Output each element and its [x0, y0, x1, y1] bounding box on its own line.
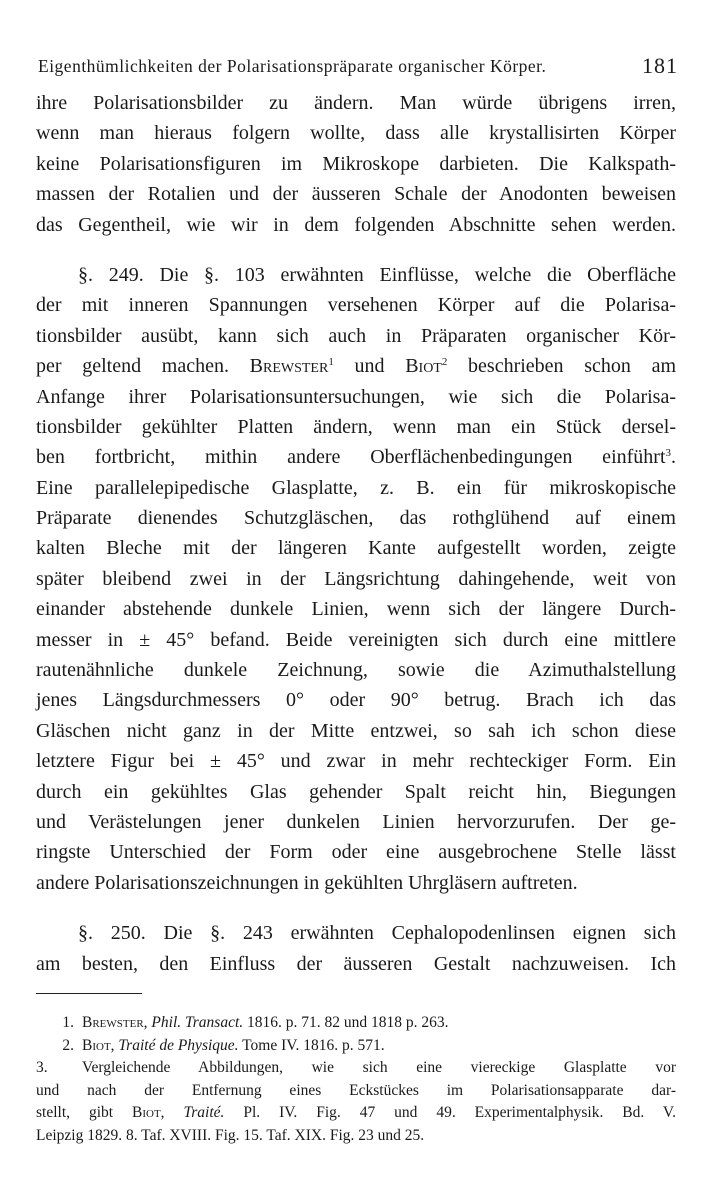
footnote-text: stellt, gibt: [36, 1104, 132, 1122]
text-fragment: .: [671, 446, 676, 469]
text-line: einander abstehende dunkele Linien, wenn sich der längere Durch-: [36, 598, 676, 621]
footnote-ref-2: 2: [441, 356, 448, 369]
page-number: 181: [642, 53, 678, 78]
text-line: §. 250. Die §. 243 erwähnten Cephalopodenlinsen eignen sich: [78, 922, 676, 945]
footnote-3-cont: und nach der Entfernung eines Eckstückes im Polarisationsapparate dar-: [36, 1081, 676, 1099]
footnote-work: Traité.: [183, 1104, 225, 1122]
text-line: [36, 351, 676, 381]
text-line: rautenähnliche dunkele Zeichnung, sowie die Azimuthalstellung: [36, 659, 676, 682]
text-line: tionsbilder gekühlter Platten ändern, wenn man ein Stück dersel-: [36, 415, 676, 438]
text-fragment: und: [333, 355, 406, 378]
footnote-author: Biot,: [82, 1036, 115, 1054]
footnote-3-cont: Leipzig 1829. 8. Taf. XVIII. Fig. 15. Taf. XIX. Fig. 23 und 25.: [36, 1126, 425, 1144]
text-line: das Gegentheil, wie wir in dem folgenden Abschnitte sehen werden.: [36, 213, 676, 236]
text-line: später bleibend zwei in der Längsrichtung dahingehende, weit von: [36, 567, 676, 590]
body-text: [36, 88, 676, 979]
text-fragment: beschrieben schon am: [447, 355, 677, 378]
text-line: am besten, den Einfluss der äusseren Gestalt nachzuweisen. Ich: [36, 952, 676, 975]
text-line: kalten Bleche mit der längeren Kante aufgestellt worden, zeigte: [36, 537, 676, 560]
text-line: tionsbilder ausübt, kann sich auch in Präparaten organischer Kör-: [36, 324, 676, 347]
text-line: und Verästelungen jener dunkelen Linien hervorzurufen. Der ge-: [36, 810, 676, 833]
footnote-author: Biot,: [132, 1104, 165, 1122]
text-line: durch ein gekühltes Glas gehender Spalt reicht hin, Biegungen: [36, 780, 676, 803]
section-249: [36, 260, 676, 898]
text-fragment: ben fortbricht, mithin andere Oberflächenbedingungen einführt: [36, 446, 666, 469]
footnote-rule: [36, 993, 142, 994]
footnote-3: [36, 1057, 676, 1080]
text-line: jenes Längsdurchmessers 0° oder 90° betrug. Brach ich das: [36, 689, 676, 712]
text-line: Präparate dienendes Schutzgläschen, das rothglühend auf einem: [36, 507, 676, 530]
text-line: §. 249. Die §. 103 erwähnten Einflüsse, welche die Oberfläche: [78, 263, 676, 286]
paragraph-gap: [36, 240, 676, 260]
footnote-work: Traité de Physique.: [118, 1036, 239, 1054]
footnote-ref-1: 1: [328, 356, 334, 369]
footnote-number: 3.: [36, 1059, 48, 1077]
text-line: wenn man hieraus folgern wollte, dass alle krystallisirten Körper: [36, 122, 676, 145]
footnote-text: Tome IV. 1816. p. 571.: [238, 1036, 385, 1054]
text-line: Eine parallelepipedische Glasplatte, z. B. ein für mikroskopische: [36, 476, 676, 499]
footnote-text: Pl. IV. Fig. 47 und 49. Experimentalphysik. Bd. V.: [224, 1104, 676, 1122]
text-fragment: per geltend machen.: [36, 355, 250, 378]
text-line: keine Polarisationsfiguren im Mikroskope darbieten. Die Kalkspath-: [36, 152, 676, 175]
text-line: ringste Unterschied der Form oder eine ausgebrochene Stelle lässt: [36, 841, 676, 864]
text-line: letztere Figur bei ± 45° und zwar in mehr rechteckiger Form. Ein: [36, 750, 676, 773]
author-brewster: Brewster: [249, 355, 329, 378]
footnote-number: 2.: [62, 1036, 74, 1054]
running-title: Eigenthümlichkeiten der Polarisationspräparate organischer Körper.: [38, 56, 547, 76]
paragraph-continuation: [36, 88, 676, 240]
footnote-number: 1.: [62, 1014, 74, 1031]
running-header: [38, 48, 678, 84]
author-biot: Biot: [405, 355, 442, 378]
footnote-author: Brewster,: [82, 1014, 148, 1031]
text-line: Gläschen nicht ganz in der Mitte entzwei, so sah ich schon diese: [36, 719, 676, 742]
text-line: massen der Rotalien und der äusseren Schale der Anodonten beweisen: [36, 183, 676, 206]
section-250: [36, 918, 676, 979]
footnote-text: 1816. p. 71. 82 und 1818 p. 263.: [243, 1014, 449, 1031]
text-line: Anfange ihrer Polarisationsuntersuchungen, wie sich die Polarisa-: [36, 385, 676, 408]
footnotes: [36, 1012, 676, 1148]
footnote-1: [36, 1012, 676, 1035]
text-line: der mit inneren Spannungen versehenen Körper auf die Polarisa-: [36, 294, 676, 317]
text-line: ihre Polarisationsbilder zu ändern. Man würde übrigens irren,: [36, 92, 676, 114]
footnote-work: Phil. Transact.: [151, 1014, 244, 1031]
footnote-3-cont: [36, 1102, 676, 1125]
footnote-ref-3: 3: [665, 447, 671, 460]
paragraph-gap: [36, 898, 676, 918]
footnote-text: Vergleichende Abbildungen, wie sich eine viereckige Glasplatte vor: [82, 1059, 676, 1077]
text-line: andere Polarisationszeichnungen in gekühlten Uhrgläsern auftreten.: [36, 871, 578, 894]
text-line: messer in ± 45° befand. Beide vereinigten sich durch eine mittlere: [36, 628, 676, 651]
footnote-2: [36, 1035, 676, 1058]
text-line: [36, 442, 676, 472]
